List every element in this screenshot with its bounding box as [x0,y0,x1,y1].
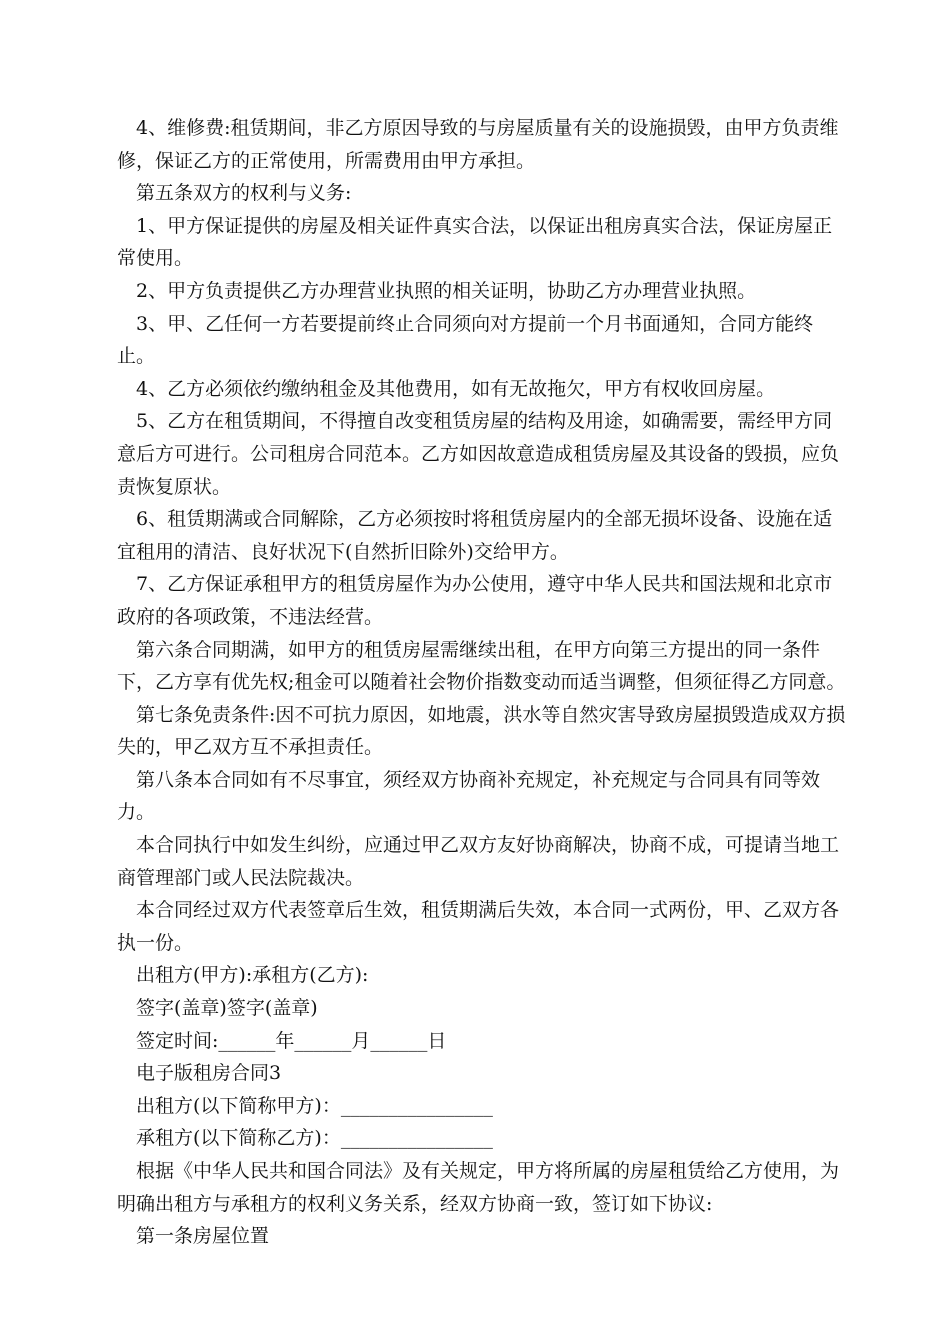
article-8-paragraph: 第八条本合同如有不尽事宜，须经双方协商补充规定，补充规定与合同具有同等效力。 [117,768,821,824]
article-5-item-4: 4、乙方必须依约缴纳租金及其他费用，如有无故拖欠，甲方有权收回房屋。 [136,377,776,400]
lessor-line: 出租方(以下简称甲方)：________________ [136,1094,493,1117]
contract-3-title: 电子版租房合同3 [136,1062,282,1085]
signing-date-line: 签定时间:______年______月______日 [136,1029,447,1052]
paragraph-maintenance-fee: 4、维修费:租赁期间，非乙方原因导致的与房屋质量有关的设施损毁，由甲方负责维修，保证乙方的正常使用，所需费用由甲方承担。 [117,117,839,172]
effective-paragraph: 本合同经过双方代表签章后生效，租赁期满后失效，本合同一式两份，甲、乙双方各执一份。 [117,899,840,954]
lessee-line: 承租方(以下简称乙方)：________________ [136,1127,493,1150]
article-5-item-6: 6、租赁期满或合同解除，乙方必须按时将租赁房屋内的全部无损坏设备、设施在适宜租用的清洁、良好状况下(自然折旧除外)交给甲方。 [117,508,833,563]
article-5-item-3: 3、甲、乙任何一方若要提前终止合同须向对方提前一个月书面通知，合同方能终止。 [117,312,814,368]
article-5-item-5: 5、乙方在租赁期间，不得擅自改变租赁房屋的结构及用途，如确需要，需经甲方同意后方可进行。公司租房合同范本。乙方如因故意造成租赁房屋及其设备的毁损，应负责恢复原状。 [117,410,840,498]
article-6-paragraph: 第六条合同期满，如甲方的租赁房屋需继续出租，在甲方向第三方提出的同一条件下，乙方享有优先权;租金可以随着社会物价指数变动而适当调整，但须征得乙方同意。 [117,638,846,694]
document-body [117,112,847,1253]
signature-line: 签字(盖章)签字(盖章) [136,997,318,1020]
article-1-heading: 第一条房屋位置 [136,1225,270,1248]
dispute-paragraph: 本合同执行中如发生纠纷，应通过甲乙双方友好协商解决，协商不成，可提请当地工商管理部门或人民法院裁决。 [117,834,840,889]
parties-line: 出租方(甲方):承租方(乙方): [136,964,369,987]
article-5-item-2: 2、甲方负责提供乙方办理营业执照的相关证明，协助乙方办理营业执照。 [136,279,757,302]
preamble-paragraph: 根据《中华人民共和国合同法》及有关规定，甲方将所属的房屋租赁给乙方使用，为明确出租方与承租方的权利义务关系，经双方协商一致，签订如下协议: [117,1160,840,1215]
article-7-paragraph: 第七条免责条件:因不可抗力原因，如地震，洪水等自然灾害导致房屋损毁造成双方损失的，甲乙双方互不承担责任。 [117,703,846,759]
article-5-item-1: 1、甲方保证提供的房屋及相关证件真实合法，以保证出租房真实合法，保证房屋正常使用。 [117,214,833,270]
article-5-item-7: 7、乙方保证承租甲方的租赁房屋作为办公使用，遵守中华人民共和国法规和北京市政府的各项政策，不违法经营。 [117,573,833,628]
article-5-heading: 第五条双方的权利与义务: [136,182,352,205]
